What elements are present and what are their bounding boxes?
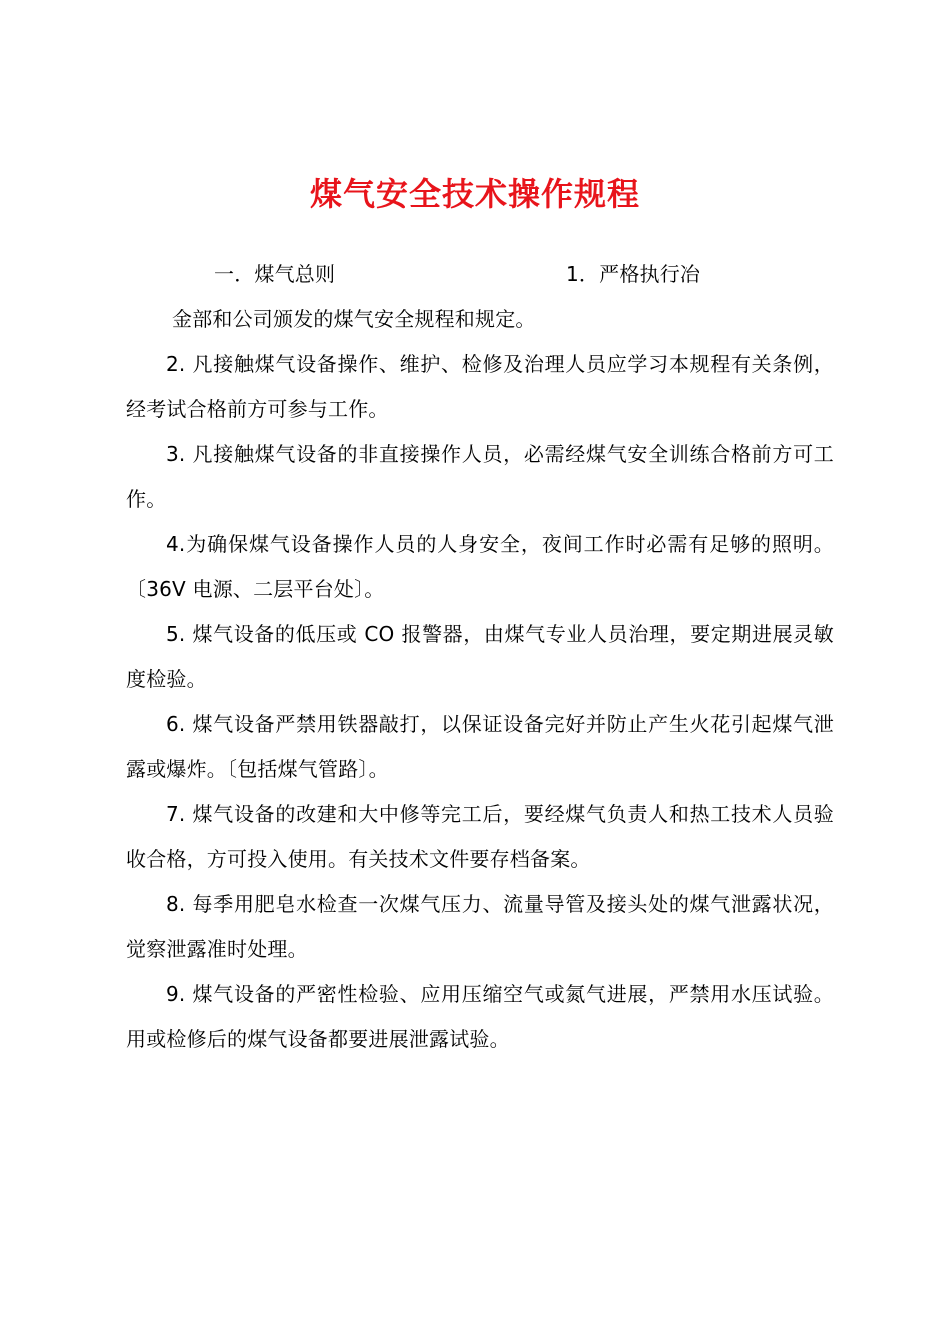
paragraph-clause-9: 9. 煤气设备的严密性检验、应用压缩空气或氮气进展，严禁用水压试验。用或检修后的煤气设备都要进展泄露试验。 [126, 982, 834, 1051]
paragraph-clause-8: 8. 每季用肥皂水检查一次煤气压力、流量导管及接头处的煤气泄露状况，觉察泄露准时处理。 [126, 892, 834, 961]
paragraph-clause-5: 5. 煤气设备的低压或 CO 报警器，由煤气专业人员治理，要定期进展灵敏度检验。 [126, 622, 834, 691]
paragraph-clause-6: 6. 煤气设备严禁用铁器敲打，以保证设备完好并防止产生火花引起煤气泄露或爆炸。〔包括煤气管路〕。 [126, 712, 834, 781]
clause-1-start: 1．严格执行冶 [566, 262, 701, 286]
paragraph-clause-1-continued: 金部和公司颁发的煤气安全规程和规定。 [172, 307, 536, 331]
document-body [126, 297, 834, 1062]
paragraph-clause-7: 7. 煤气设备的改建和大中修等完工后，要经煤气负责人和热工技术人员验收合格，方可投入使用。有关技术文件要存档备案。 [126, 802, 834, 871]
paragraph-clause-2: 2. 凡接触煤气设备操作、维护、检修及治理人员应学习本规程有关条例，经考试合格前方可参与工作。 [126, 352, 834, 421]
document-title: 煤气安全技术操作规程 [309, 175, 640, 213]
section-heading: 一．煤气总则 [214, 262, 336, 286]
paragraph-clause-4: 4.为确保煤气设备操作人员的人身安全，夜间工作时必需有足够的照明。〔36V 电源、二层平台处〕。 [126, 532, 834, 601]
paragraph-clause-3: 3. 凡接触煤气设备的非直接操作人员，必需经煤气安全训练合格前方可工作。 [126, 442, 834, 511]
section-heading-row [126, 252, 834, 297]
